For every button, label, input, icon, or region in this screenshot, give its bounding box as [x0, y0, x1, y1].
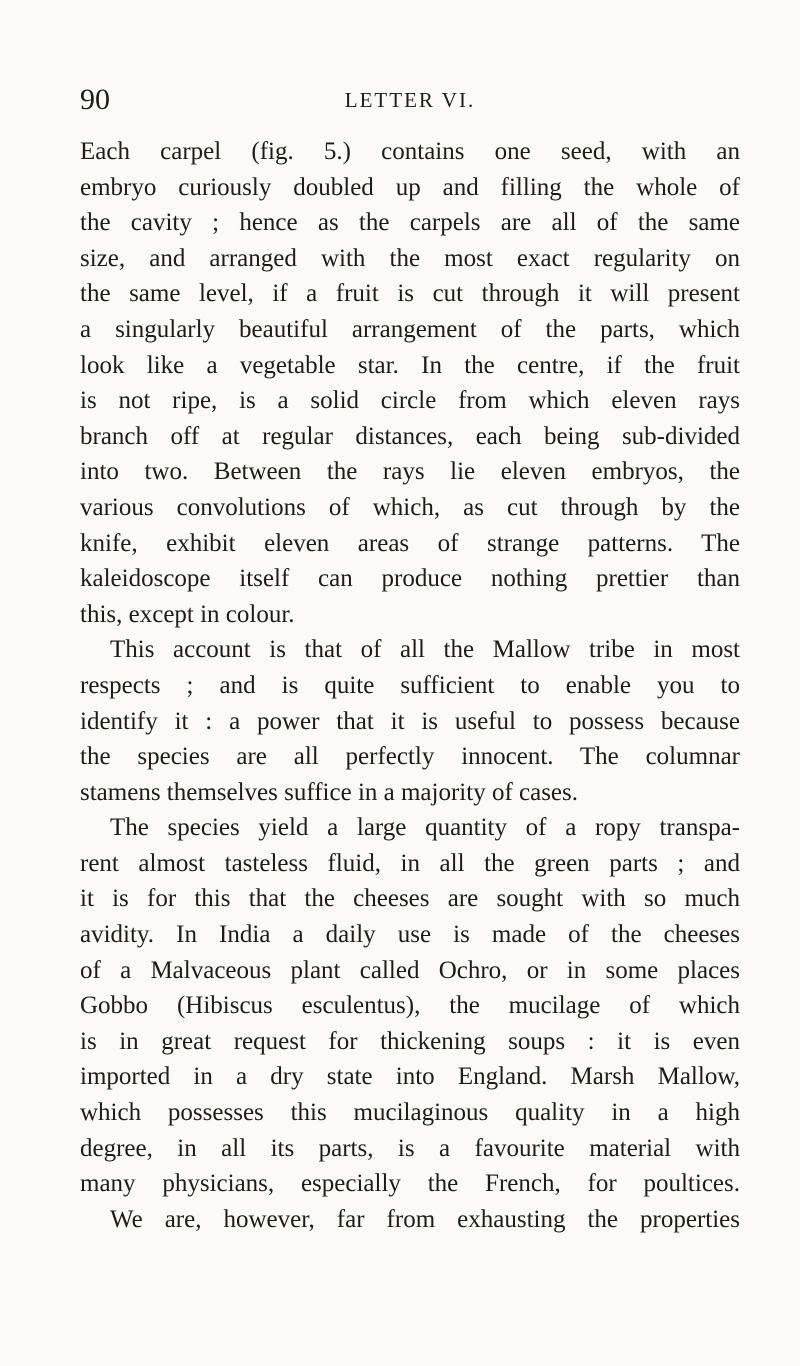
text-line: look like a vegetable star. In the centre, if the fruit: [80, 351, 740, 379]
text-line: knife, exhibit eleven areas of strange patterns. The: [80, 529, 740, 557]
text-line: respects ; and is quite sufficient to enable you to: [80, 671, 740, 699]
text-line: the cavity ; hence as the carpels are all of the same: [80, 209, 740, 237]
text-line: avidity. In India a daily use is made of the cheeses: [80, 921, 740, 949]
text-line: We are, however, far from exhausting the properties: [110, 1205, 740, 1233]
text-line: of a Malvaceous plant called Ochro, or in some places: [80, 956, 740, 984]
text-line: it is for this that the cheeses are sought with so much: [80, 885, 740, 913]
text-line: a singularly beautiful arrangement of the parts, which: [80, 315, 740, 343]
text-line: into two. Between the rays lie eleven embryos, the: [80, 458, 740, 486]
text-line: Gobbo (Hibiscus esculentus), the mucilage of which: [80, 992, 740, 1020]
page-number: 90: [80, 83, 110, 116]
text-line: stamens themselves suffice in a majority of cases.: [80, 778, 579, 806]
text-line: is not ripe, is a solid circle from which eleven rays: [80, 387, 740, 415]
chapter-title: LETTER VI.: [344, 88, 476, 112]
text-line: identify it : a power that it is useful to possess because: [80, 707, 740, 735]
text-line: size, and arranged with the most exact regularity on: [80, 244, 740, 272]
text-line: embryo curiously doubled up and filling the whole of: [80, 173, 740, 201]
text-line: is in great request for thickening soups : it is even: [80, 1027, 740, 1055]
text-line: various convolutions of which, as cut through by the: [80, 493, 740, 521]
text-line: the species are all perfectly innocent. The columnar: [80, 743, 740, 771]
text-line: kaleidoscope itself can produce nothing prettier than: [80, 565, 740, 593]
text-line: branch off at regular distances, each being sub-divided: [80, 422, 740, 450]
text-line: The species yield a large quantity of a ropy transpa-: [110, 814, 740, 842]
text-line: the same level, if a fruit is cut through it will present: [80, 280, 740, 308]
text-line: This account is that of all the Mallow tribe in most: [110, 636, 740, 664]
text-line: many physicians, especially the French, for poultices.: [80, 1170, 740, 1198]
text-line: this, except in colour.: [80, 600, 295, 628]
text-line: rent almost tasteless fluid, in all the green parts ; and: [80, 849, 740, 877]
text-line: Each carpel (fig. 5.) contains one seed, with an: [80, 138, 740, 165]
running-head: [80, 82, 740, 118]
text-line: degree, in all its parts, is a favourite material with: [80, 1134, 740, 1162]
body-text: [80, 134, 740, 1237]
text-line: imported in a dry state into England. Marsh Mallow,: [80, 1063, 740, 1091]
text-line: which possesses this mucilaginous quality in a high: [80, 1099, 740, 1127]
